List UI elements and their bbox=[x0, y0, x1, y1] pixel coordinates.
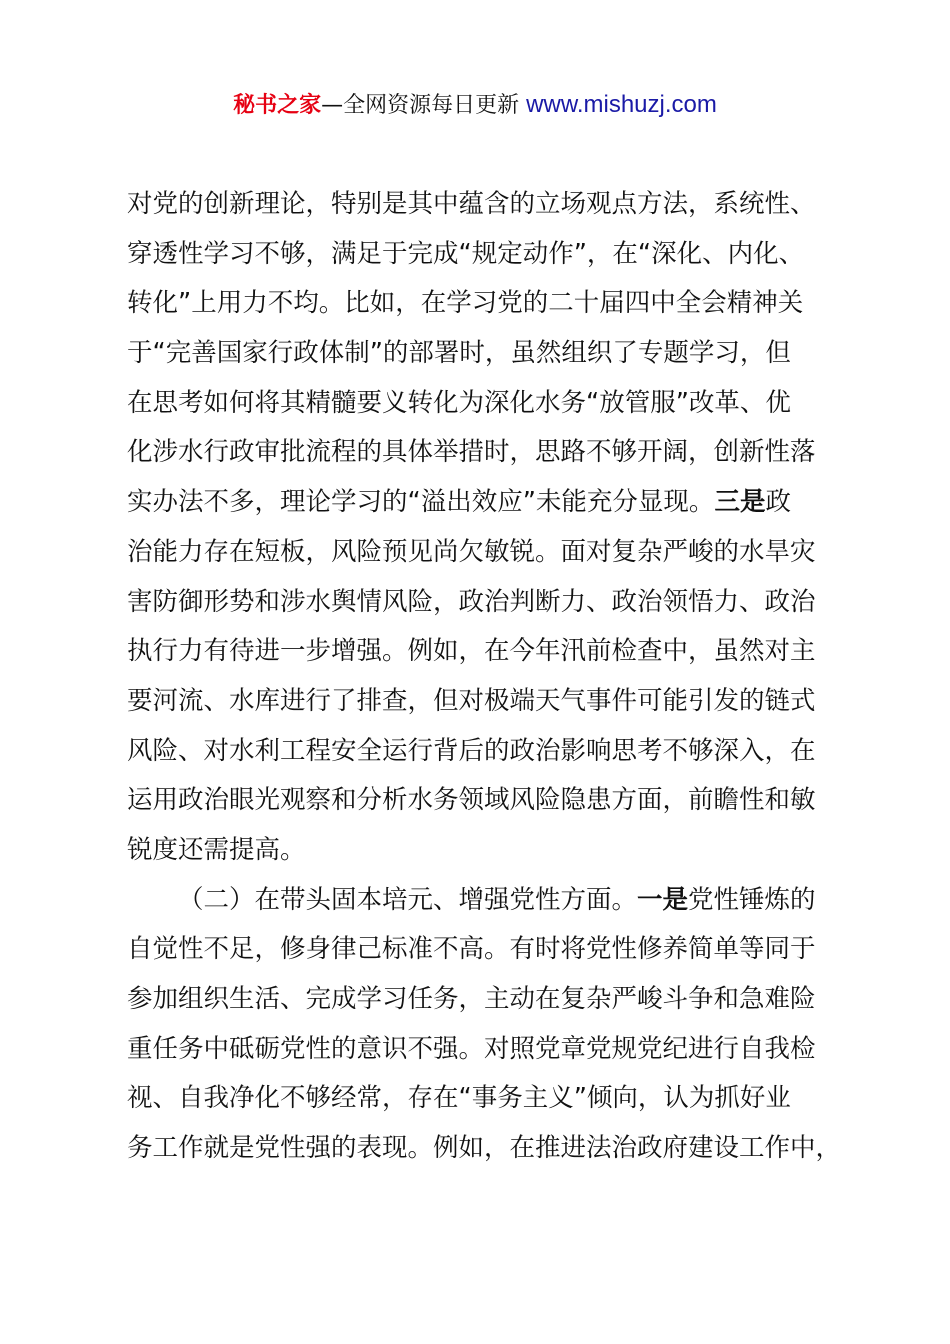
text-line: 转化”上用力不均。比如，在学习党的二十届四中全会精神关 bbox=[127, 288, 804, 319]
text-line: 重任务中砥砺党性的意识不强。对照党章党规党纪进行自我检 bbox=[127, 1033, 816, 1064]
text-segment: 实办法不多，理论学习的“溢出效应”未能充分显现。 bbox=[127, 487, 715, 518]
header-tagline: —全网资源每日更新 bbox=[321, 93, 527, 118]
text-line: 于“完善国家行政体制”的部署时，虽然组织了专题学习，但 bbox=[127, 338, 791, 369]
section-heading: （二）在带头固本培元、增强党性方面。 bbox=[178, 884, 638, 915]
text-segment: 党性锤炼的 bbox=[688, 884, 816, 915]
text-line bbox=[127, 482, 847, 532]
brand-name: 秘书之家 bbox=[233, 93, 322, 118]
bold-point-marker: 一是 bbox=[637, 884, 689, 915]
text-line: 害防御形势和涉水舆情风险，政治判断力、政治领悟力、政治 bbox=[127, 586, 816, 617]
text-line: 锐度还需提高。 bbox=[127, 834, 306, 865]
text-line: 运用政治眼光观察和分析水务领域风险隐患方面，前瞻性和敏 bbox=[127, 785, 816, 816]
section-heading-line bbox=[127, 880, 847, 930]
text-line: 在思考如何将其精髓要义转化为深化水务“放管服”改革、优 bbox=[127, 387, 791, 418]
text-line: 风险、对水利工程安全运行背后的政治影响思考不够深入，在 bbox=[127, 735, 816, 766]
text-line: 参加组织生活、完成学习任务，主动在复杂严峻斗争和急难险 bbox=[127, 984, 816, 1014]
text-line: 治能力存在短板，风险预见尚欠敏锐。面对复杂严峻的水旱灾 bbox=[127, 536, 816, 567]
text-line: 要河流、水库进行了排查，但对极端天气事件可能引发的链式 bbox=[127, 685, 816, 716]
text-segment: 政 bbox=[765, 487, 791, 518]
document-body bbox=[127, 184, 847, 1178]
text-line: 务工作就是党性强的表现。例如，在推进法治政府建设工作中， bbox=[127, 1133, 842, 1164]
text-line: 对党的创新理论，特别是其中蕴含的立场观点方法，系统性、 bbox=[127, 189, 816, 219]
text-line: 化涉水行政审批流程的具体举措时，思路不够开阔，创新性落 bbox=[127, 437, 816, 468]
text-line: 执行力有待进一步增强。例如，在今年汛前检查中，虽然对主 bbox=[127, 636, 816, 667]
text-line: 穿透性学习不够，满足于完成“规定动作”，在“深化、内化、 bbox=[127, 238, 805, 269]
page-header bbox=[0, 88, 950, 123]
website-link[interactable]: www.mishuzj.com bbox=[526, 91, 717, 118]
text-line: 自觉性不足，修身律己标准不高。有时将党性修养简单等同于 bbox=[127, 934, 816, 965]
text-line: 视、自我净化不够经常，存在“事务主义”倾向，认为抓好业 bbox=[127, 1083, 791, 1114]
bold-point-marker: 三是 bbox=[714, 487, 766, 518]
